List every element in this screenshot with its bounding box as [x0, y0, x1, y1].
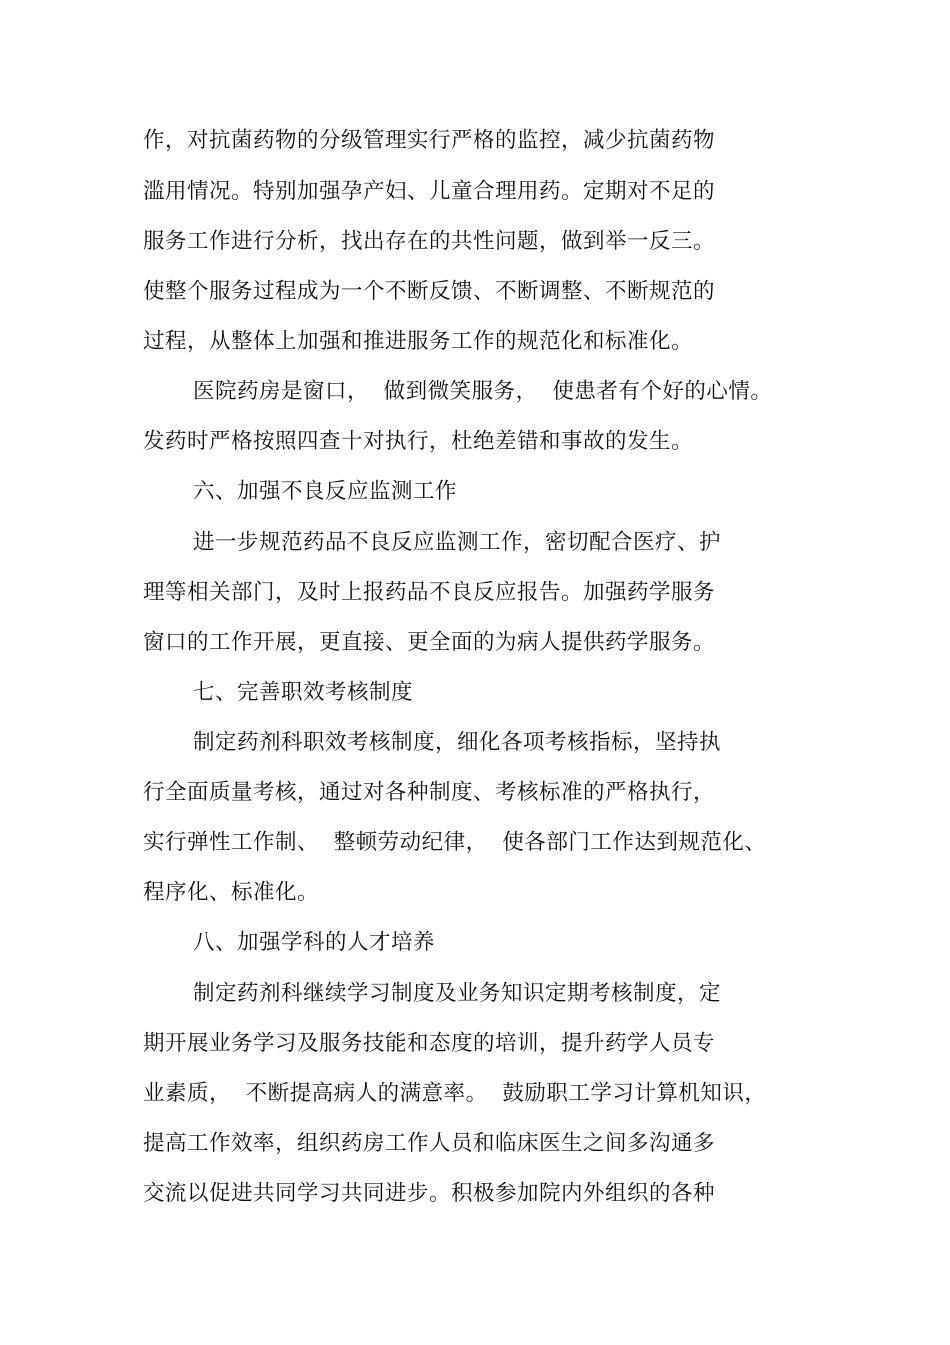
- paragraph-first-line: 制定药剂科职效考核制度，细化各项考核指标，坚持执: [193, 730, 722, 755]
- text-line: 提高工作效率，组织药房工作人员和临床医生之间多沟通多: [143, 1131, 716, 1156]
- section-heading: 八、加强学科的人才培养: [193, 930, 436, 955]
- text-line: 过程，从整体上加强和推进服务工作的规范化和标准化。: [143, 329, 694, 354]
- text-line: 窗口的工作开展，更直接、更全面的为病人提供药学服务。: [143, 630, 716, 655]
- text-line: 发药时严格按照四查十对执行，杜绝差错和事故的发生。: [143, 429, 694, 454]
- text-line: 使整个服务过程成为一个不断反馈、不断调整、不断规范的: [143, 279, 716, 304]
- section-heading: 六、加强不良反应监测工作: [193, 479, 458, 504]
- text-line: 服务工作进行分析，找出存在的共性问题，做到举一反三。: [143, 229, 716, 254]
- text-line: 业素质， 不断提高病人的满意率。 鼓励职工学习计算机知识，: [143, 1081, 767, 1106]
- paragraph-first-line: 制定药剂科继续学习制度及业务知识定期考核制度，定: [193, 981, 722, 1006]
- text-line: 实行弹性工作制、 整顿劳动纪律， 使各部门工作达到规范化、: [143, 830, 767, 855]
- text-line: 理等相关部门，及时上报药品不良反应报告。加强药学服务: [143, 580, 716, 605]
- text-line: 期开展业务学习及服务技能和态度的培训，提升药学人员专: [143, 1031, 716, 1056]
- text-line: 作，对抗菌药物的分级管理实行严格的监控，减少抗菌药物: [143, 128, 716, 153]
- section-heading: 七、完善职效考核制度: [193, 680, 414, 705]
- paragraph-first-line: 医院药房是窗口， 做到微笑服务， 使患者有个好的心情。: [193, 379, 773, 404]
- text-line: 行全面质量考核，通过对各种制度、考核标准的严格执行，: [143, 780, 716, 805]
- text-line: 程序化、标准化。: [143, 880, 320, 905]
- paragraph-first-line: 进一步规范药品不良反应监测工作，密切配合医疗、护: [193, 530, 722, 555]
- text-line: 交流以促进共同学习共同进步。积极参加院内外组织的各种: [143, 1181, 716, 1206]
- text-line: 滥用情况。特别加强孕产妇、儿童合理用药。定期对不足的: [143, 179, 716, 204]
